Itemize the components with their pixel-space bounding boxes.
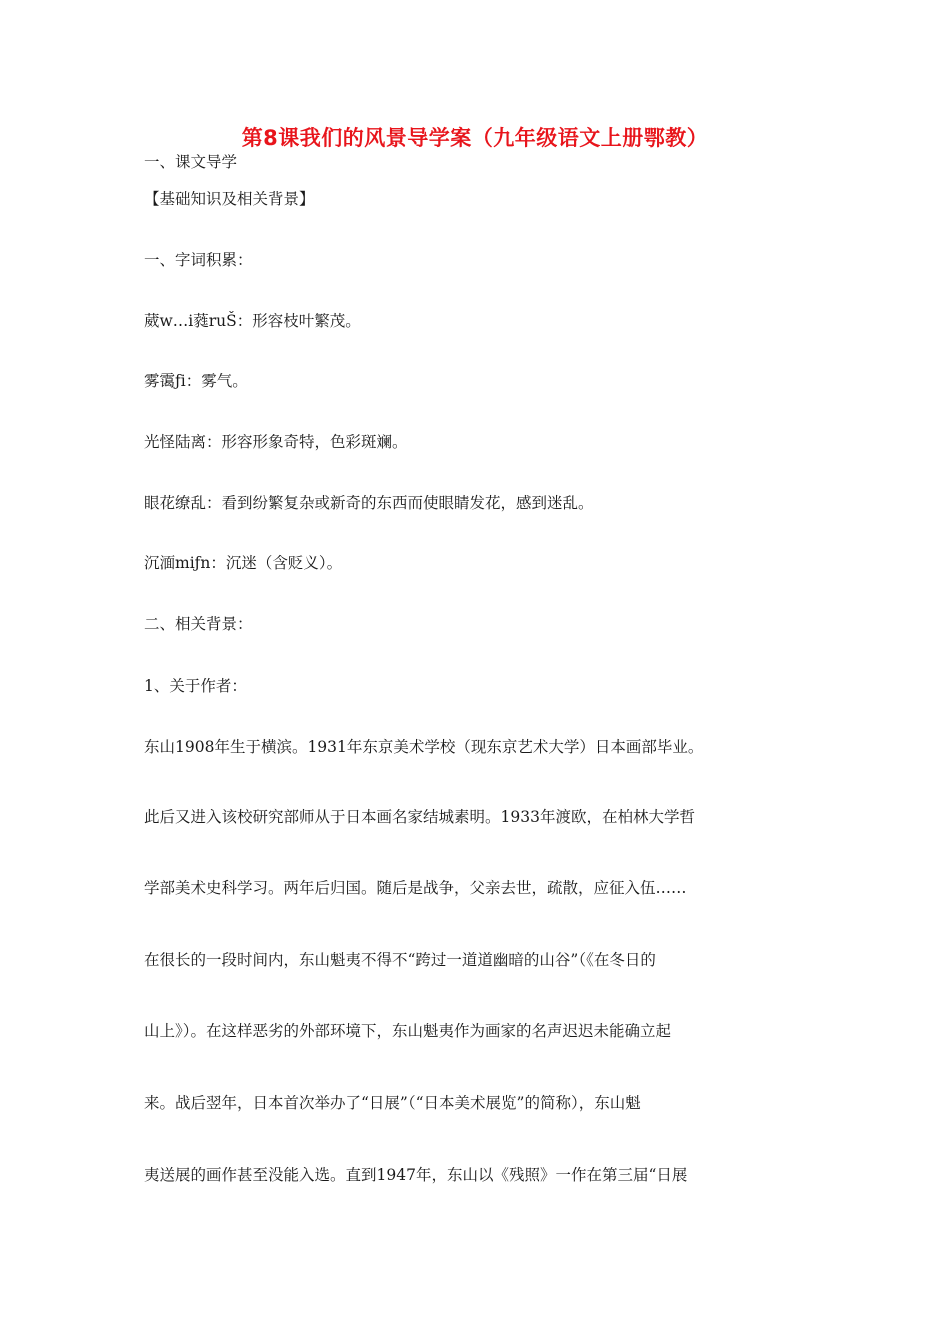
page-title: 第8课我们的风景导学案（九年级语文上册鄂教） <box>241 126 709 150</box>
paragraph-line: 东山1908年生于横滨。1931年东京美术学校（现东京艺术大学）日本画部毕业。 <box>144 738 704 756</box>
paragraph-line: 来。战后翌年，日本首次举办了“日展”（“日本美术展览”的简称），东山魁 <box>144 1094 641 1112</box>
subsection-heading-author: 1、关于作者： <box>144 677 247 695</box>
paragraph-line: 夷送展的画作甚至没能入选。直到1947年，东山以《残照》一作在第三届“日展 <box>144 1166 688 1184</box>
vocab-entry-yanhua: 眼花缭乱：看到纷繁复杂或新奇的东西而使眼睛发花，感到迷乱。 <box>144 494 594 512</box>
vocab-entry-wuai: 雾霭ƒi：雾气。 <box>144 372 248 390</box>
vocab-entry-weirui: 葳w…i蕤ruŠ：形容枝叶繁茂。 <box>144 312 361 330</box>
subsection-heading-basics: 【基础知识及相关背景】 <box>144 190 315 208</box>
paragraph-line: 此后又进入该校研究部师从于日本画名家结城素明。1933年渡欧，在柏林大学哲 <box>144 808 695 826</box>
vocab-entry-guangguai: 光怪陆离：形容形象奇特，色彩斑斓。 <box>144 433 408 451</box>
paragraph-line: 学部美术史科学习。两年后归国。随后是战争，父亲去世，疏散，应征入伍…… <box>144 879 687 897</box>
section-heading-text-guide: 一、课文导学 <box>144 153 238 171</box>
paragraph-line: 山上》）。在这样恶劣的外部环境下，东山魁夷作为画家的名声迟迟未能确立起 <box>144 1022 672 1040</box>
section-heading-vocabulary: 一、字词积累： <box>144 251 253 269</box>
vocab-entry-chenmian: 沉湎miƒn：沉迷（含贬义）。 <box>144 554 343 572</box>
paragraph-line: 在很长的一段时间内，东山魁夷不得不“跨过一道道幽暗的山谷”（《在冬日的 <box>144 951 656 969</box>
section-heading-background: 二、相关背景： <box>144 615 253 633</box>
